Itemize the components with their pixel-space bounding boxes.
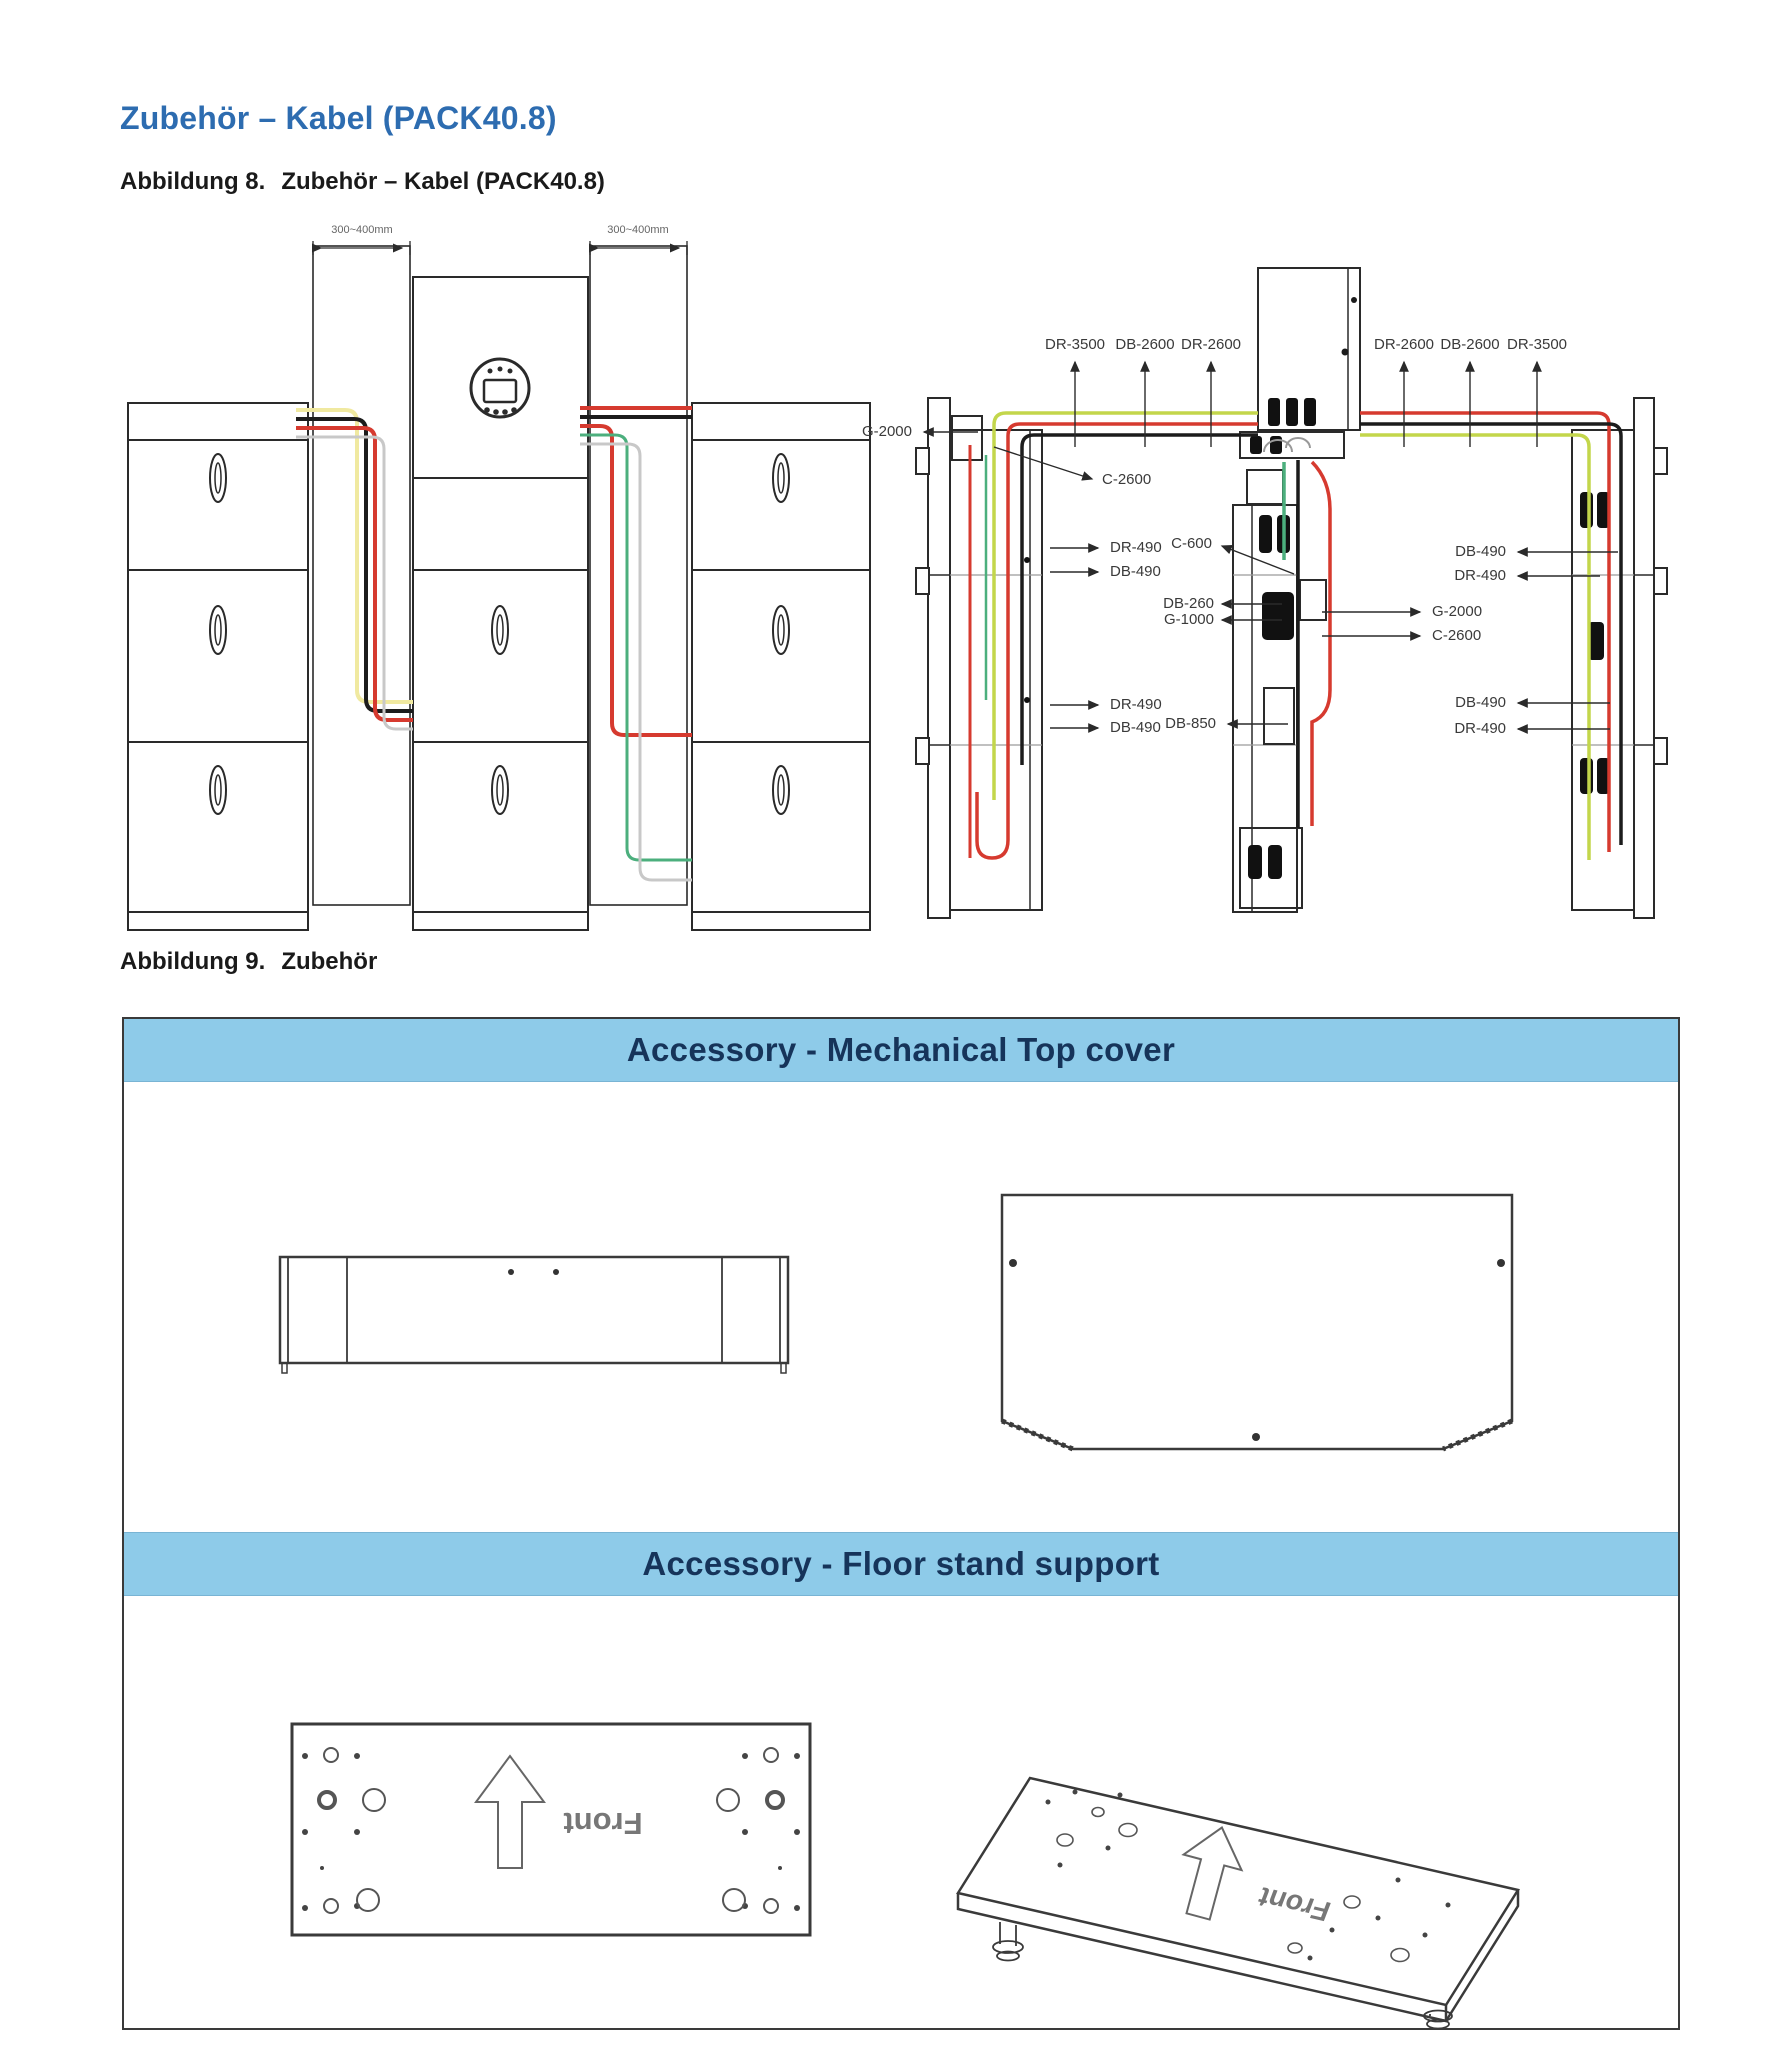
3d-plate-arrow xyxy=(1169,1820,1251,1924)
dimension-lines xyxy=(313,241,687,255)
fig8-front-view xyxy=(128,241,870,930)
front-left-battery-stack xyxy=(128,403,308,930)
figure9-caption-text: Zubehör xyxy=(281,948,378,975)
front-right-battery-stack xyxy=(692,403,870,930)
cable-label-g2000-left: G-2000 xyxy=(861,423,912,440)
cable-label-db490-lower-left: DB-490 xyxy=(1110,719,1161,736)
front-cables-right xyxy=(580,408,692,880)
inverter-logo-dots xyxy=(484,367,517,415)
side-cables xyxy=(970,413,1621,860)
cable-label-dr2600-left: DR-2600 xyxy=(1180,336,1242,353)
cable-label-dr490-upper-right: DR-490 xyxy=(1454,567,1506,584)
accessory-drawings xyxy=(0,1080,1788,2048)
cable-label-g2000-right: G-2000 xyxy=(1432,603,1483,620)
cable-label-dr490-lower-left: DR-490 xyxy=(1110,696,1162,713)
cable-label-dr3500-right: DR-3500 xyxy=(1506,336,1568,353)
cable-label-db490-upper-left: DB-490 xyxy=(1110,563,1161,580)
3d-plate-feet xyxy=(993,1922,1452,2029)
cable-label-db260: DB-260 xyxy=(1163,595,1214,612)
figure8-caption-label: Abbildung 8. xyxy=(120,168,266,195)
figure8-wiring-diagram xyxy=(0,0,1788,960)
cable-label-dr3500-left: DR-3500 xyxy=(1044,336,1106,353)
top-cover-top-view xyxy=(1002,1195,1512,1449)
side-inverter xyxy=(1240,268,1360,458)
floor-stand-3d-view xyxy=(958,1778,1518,2029)
cable-label-dr2600-right: DR-2600 xyxy=(1373,336,1435,353)
top-cover-side-view xyxy=(280,1257,788,1373)
dimension-label-right: 300~400mm xyxy=(607,224,669,236)
fig8-side-view xyxy=(916,268,1667,918)
figure8-caption-text: Zubehör – Kabel (PACK40.8) xyxy=(281,168,605,195)
front-spacer-column-left xyxy=(313,246,410,905)
front-direction-label-3d: Front xyxy=(1253,1881,1335,1927)
cable-label-db850: DB-850 xyxy=(1165,715,1216,732)
side-middle-stack xyxy=(1233,470,1326,912)
cable-label-db490-upper-right: DB-490 xyxy=(1455,543,1506,560)
cable-label-db2600-left: DB-2600 xyxy=(1115,336,1175,353)
front-inverter xyxy=(413,277,588,478)
figure9-caption xyxy=(120,948,377,976)
figure9-caption-label: Abbildung 9. xyxy=(120,948,266,975)
cable-label-db2600-right: DB-2600 xyxy=(1440,336,1500,353)
dimension-label-left: 300~400mm xyxy=(331,224,393,236)
cable-label-dr490-lower-right: DR-490 xyxy=(1454,720,1506,737)
cable-label-db490-lower-right: DB-490 xyxy=(1455,694,1506,711)
cable-label-dr490-upper-left: DR-490 xyxy=(1110,539,1162,556)
page-title: Zubehör – Kabel (PACK40.8) xyxy=(120,100,557,136)
banner-floor-stand-support: Accessory - Floor stand support xyxy=(124,1532,1678,1596)
3d-plate-holes xyxy=(1046,1790,1451,1962)
front-direction-label-flat: Front xyxy=(563,1806,643,1841)
front-middle-battery-stack xyxy=(413,478,588,930)
cable-label-c2600-left: C-2600 xyxy=(1102,471,1152,488)
banner-mechanical-top-cover: Accessory - Mechanical Top cover xyxy=(124,1019,1678,1082)
cable-label-c2600-right: C-2600 xyxy=(1432,627,1482,644)
cable-label-c600: C-600 xyxy=(1171,535,1212,552)
cable-label-g1000: G-1000 xyxy=(1163,611,1214,628)
